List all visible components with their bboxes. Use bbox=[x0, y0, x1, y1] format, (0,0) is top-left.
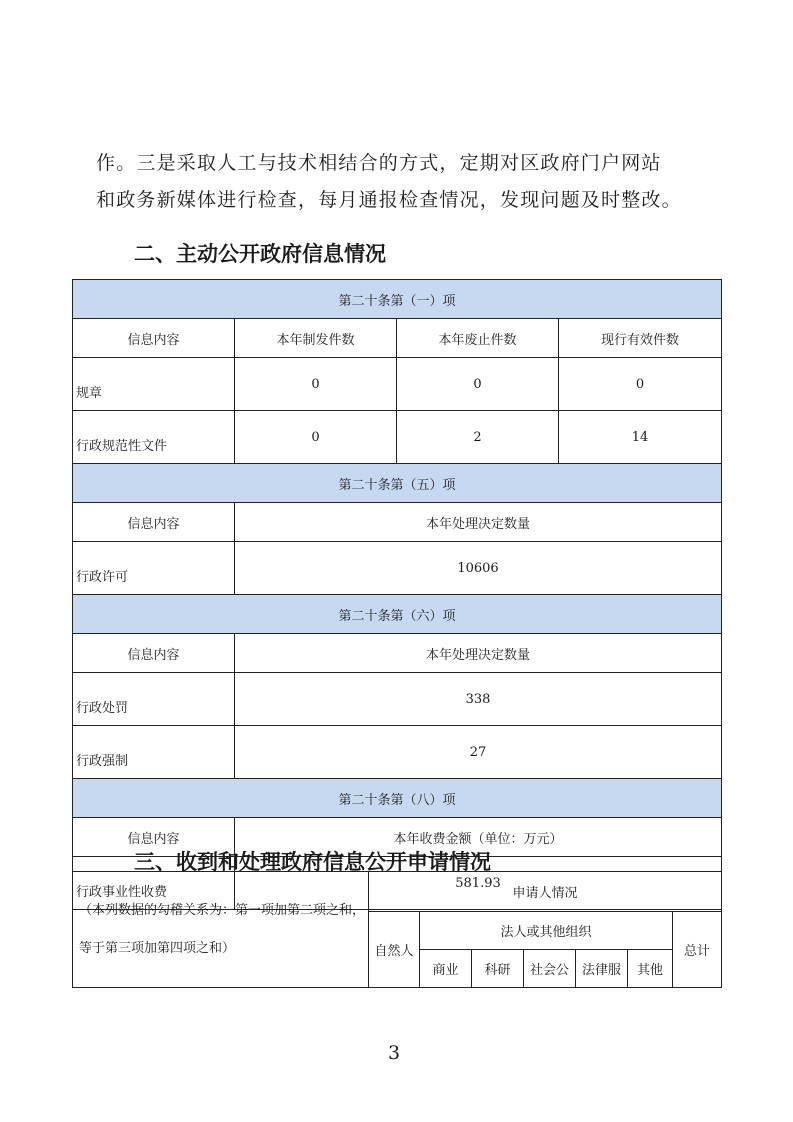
row-label: 行政事业性收费 bbox=[73, 857, 235, 910]
note-line-1: （本列数据的勾稽关系为：第一项加第二项之和， bbox=[79, 902, 366, 918]
proactive-disclosure-table bbox=[72, 279, 722, 910]
header-info-content: 信息内容 bbox=[73, 818, 235, 857]
header-info-content: 信息内容 bbox=[73, 503, 235, 542]
cell-value: 27 bbox=[235, 726, 722, 779]
cell-value: 0 bbox=[397, 358, 559, 411]
natural-person-header: 自然人 bbox=[369, 912, 420, 988]
row-label: 行政规范性文件 bbox=[73, 411, 235, 464]
cell-value: 14 bbox=[559, 411, 722, 464]
reconciliation-note bbox=[73, 872, 369, 988]
application-handling-table bbox=[72, 871, 722, 988]
article-8-title: 第二十条第（八）项 bbox=[73, 779, 722, 818]
section-heading-2: 二、主动公开政府信息情况 bbox=[134, 242, 386, 266]
header-info-content: 信息内容 bbox=[73, 634, 235, 673]
row-label: 行政强制 bbox=[73, 726, 235, 779]
cell-value: 0 bbox=[235, 411, 397, 464]
row-label: 行政处罚 bbox=[73, 673, 235, 726]
header-valid: 现行有效件数 bbox=[559, 319, 722, 358]
total-header: 总计 bbox=[673, 912, 722, 988]
row-label: 行政许可 bbox=[73, 542, 235, 595]
sub-header-commercial: 商业 bbox=[420, 950, 472, 988]
sub-header-public-welfare: 社会公 bbox=[524, 950, 576, 988]
header-decision-count: 本年处理决定数量 bbox=[235, 503, 722, 542]
sub-header-research: 科研 bbox=[472, 950, 524, 988]
cell-value: 581.93 bbox=[235, 857, 722, 910]
article-6-title: 第二十条第（六）项 bbox=[73, 595, 722, 634]
legal-person-header: 法人或其他组织 bbox=[420, 912, 673, 950]
page-number: 3 bbox=[388, 1042, 401, 1064]
cell-value: 10606 bbox=[235, 542, 722, 595]
header-abolished: 本年废止件数 bbox=[397, 319, 559, 358]
cell-value: 338 bbox=[235, 673, 722, 726]
sub-header-legal-service: 法律服 bbox=[576, 950, 628, 988]
cell-value: 2 bbox=[397, 411, 559, 464]
note-line-2: 等于第三项加第四项之和） bbox=[79, 940, 236, 956]
article-5-title: 第二十条第（五）项 bbox=[73, 464, 722, 503]
applicant-header: 申请人情况 bbox=[369, 872, 722, 912]
body-text-line-2: 和政务新媒体进行检查，每月通报检查情况，发现问题及时整改。 bbox=[96, 189, 682, 211]
cell-value: 0 bbox=[559, 358, 722, 411]
body-text-line-1: 作。三是采取人工与技术相结合的方式，定期对区政府门户网站 bbox=[96, 152, 662, 174]
header-decision-count: 本年处理决定数量 bbox=[235, 634, 722, 673]
sub-header-other: 其他 bbox=[628, 950, 673, 988]
article-1-title: 第二十条第（一）项 bbox=[73, 280, 722, 319]
header-fee-amount: 本年收费金额（单位：万元） bbox=[235, 818, 722, 857]
section-heading-3: 三、收到和处理政府信息公开申请情况 bbox=[134, 850, 491, 874]
cell-value: 0 bbox=[235, 358, 397, 411]
header-issued: 本年制发件数 bbox=[235, 319, 397, 358]
row-label: 规章 bbox=[73, 358, 235, 411]
header-info-content: 信息内容 bbox=[73, 319, 235, 358]
